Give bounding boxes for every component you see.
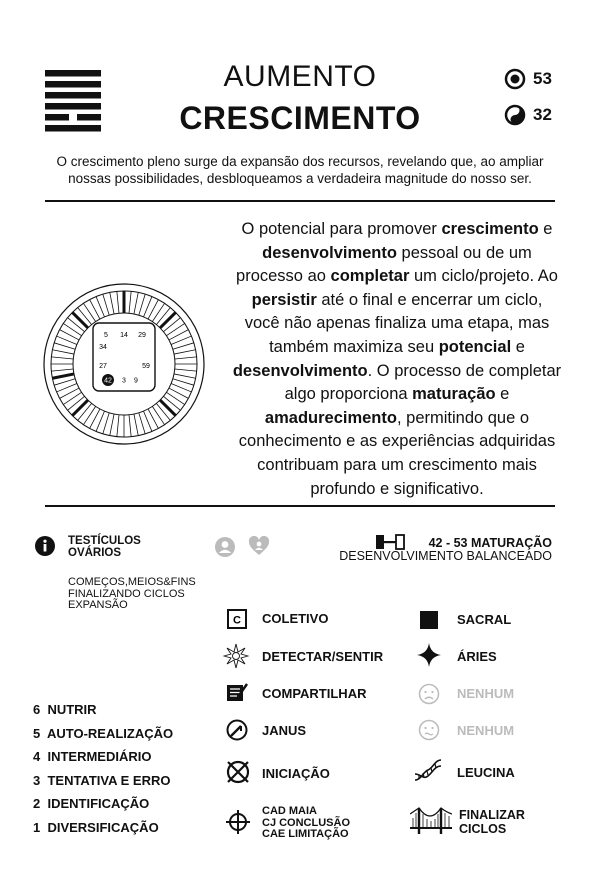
collective-icon bbox=[227, 609, 247, 629]
intro-text: O crescimento pleno surge da expansão dos recursos, revelando que, ao ampliar nossas possibilidades, desbloqueamos a verdadeira magnitude do nosso ser. bbox=[56, 154, 544, 186]
wheel-num: 29 bbox=[138, 332, 146, 339]
channel-title: 42 - 53 MATURAÇÃO bbox=[428, 536, 552, 550]
attr-label-janus: JANUS bbox=[262, 723, 307, 738]
wheel-tick bbox=[63, 323, 81, 335]
wheel-tick bbox=[166, 392, 184, 404]
wheel-tick bbox=[139, 294, 145, 315]
star-icon bbox=[417, 643, 441, 667]
incarnation-crosses: CAD MAIA CJ CONCLUSÃO CAE LIMITAÇÃO bbox=[262, 805, 351, 840]
wheel-tick bbox=[152, 406, 164, 424]
gate-description: O potencial para promover crescimento e desenvolvimento pessoal ou de um processo ao completar um ciclo/projeto. Ao persistir até o final e encerrar um ciclo, você não apenas finaliza uma etapa, mas também maximiza seu potencial e desenvolvimento. O processo de completar algo proporciona maturação e amadurecimento, permitindo que o conhecimento e as experiências adquiridas contribuam para um crescimento mais profundo e significativo. bbox=[232, 220, 562, 498]
wheel-num: 14 bbox=[120, 332, 128, 339]
wheel-tick bbox=[78, 308, 92, 325]
sense-icon bbox=[223, 643, 249, 669]
wheel-tick bbox=[52, 374, 74, 378]
wheel-tick bbox=[83, 406, 95, 424]
channel-icon bbox=[375, 534, 405, 550]
level-item: 5 AUTO-REALIZAÇÃO bbox=[33, 725, 174, 741]
wheel-tick bbox=[110, 414, 114, 436]
wheel-tick bbox=[52, 350, 74, 354]
wheel-tick bbox=[129, 415, 131, 437]
level-item: 2 IDENTIFICAÇÃO bbox=[33, 796, 150, 812]
wheel-tick bbox=[163, 396, 180, 410]
divider-bottom bbox=[45, 505, 555, 507]
gate-wheel bbox=[40, 280, 208, 448]
wheel-tick bbox=[163, 318, 180, 332]
channel-subtitle: DESENVOLVIMENTO BALANCEADO bbox=[339, 549, 552, 563]
attr-label-amino: LEUCINA bbox=[457, 765, 515, 780]
wheel-tick bbox=[173, 343, 194, 349]
sacral-icon bbox=[420, 611, 438, 629]
gate-title-top: AUMENTO bbox=[223, 60, 377, 93]
wheel-tick bbox=[139, 413, 145, 434]
attr-label-sense: DETECTAR/SENTIR bbox=[262, 649, 384, 664]
level-item: 3 TENTATIVA E ERRO bbox=[33, 772, 171, 788]
wheel-tick bbox=[51, 369, 73, 371]
wheel-tick bbox=[175, 357, 197, 359]
yin-yang-icon bbox=[504, 104, 526, 126]
hexagram-icon bbox=[45, 70, 101, 132]
janus-icon bbox=[226, 719, 248, 741]
wheel-tick bbox=[156, 403, 170, 420]
attr-label-sacral: SACRAL bbox=[457, 612, 512, 627]
person-icon bbox=[215, 537, 235, 557]
svg-text:C: C bbox=[233, 614, 241, 627]
target-icon bbox=[504, 68, 526, 90]
stat-1-value: 53 bbox=[533, 69, 552, 88]
wheel-num: 3 bbox=[122, 377, 126, 385]
wheel-tick bbox=[134, 292, 138, 314]
wheel-num-active: 42 bbox=[104, 377, 112, 385]
heart-person-icon bbox=[248, 536, 270, 556]
attr-label-emotion: NENHUM bbox=[457, 686, 515, 701]
sad-face-icon bbox=[418, 683, 440, 705]
wheel-tick bbox=[117, 415, 119, 437]
level-item: 1 DIVERSIFICAÇÃO bbox=[33, 819, 159, 835]
line-levels bbox=[33, 698, 173, 840]
wheel-num: 59 bbox=[142, 363, 150, 370]
attr-label-initiation: INICIAÇÃO bbox=[262, 766, 330, 781]
wheel-tick bbox=[173, 379, 194, 385]
attr-label-collective: COLETIVO bbox=[262, 611, 329, 626]
wheel-tick bbox=[103, 413, 109, 434]
wheel-num: 9 bbox=[134, 377, 138, 385]
wheel-tick bbox=[129, 291, 131, 313]
wheel-tick bbox=[68, 396, 85, 410]
attr-label-aries: ÁRIES bbox=[457, 649, 497, 664]
wheel-tick bbox=[54, 379, 75, 385]
themes: COMEÇOS,MEIOS&FINS FINALIZANDO CICLOS EXPANSÃO bbox=[68, 576, 196, 611]
wheel-tick bbox=[117, 291, 119, 313]
bridge-icon bbox=[410, 804, 452, 836]
divider-top bbox=[45, 200, 555, 202]
attr-label-fear: NENHUM bbox=[457, 723, 515, 738]
wheel-tick bbox=[166, 323, 184, 335]
wheel-tick bbox=[103, 294, 109, 315]
wheel-tick bbox=[174, 374, 196, 378]
info-icon bbox=[35, 536, 55, 556]
wheel-tick bbox=[152, 303, 164, 321]
neutral-face-icon bbox=[418, 719, 440, 741]
level-item: 6 NUTRIR bbox=[33, 702, 97, 717]
wheel-tick bbox=[78, 403, 92, 420]
wheel-tick bbox=[54, 343, 75, 349]
dna-icon bbox=[413, 758, 443, 782]
wheel-tick bbox=[156, 308, 170, 325]
wheel-num: 5 bbox=[104, 332, 108, 339]
wheel-tick bbox=[174, 350, 196, 354]
wheel-num: 27 bbox=[99, 363, 107, 370]
finalize-label: FINALIZAR CICLOS bbox=[459, 808, 525, 836]
wheel-tick bbox=[160, 400, 176, 416]
share-icon bbox=[226, 682, 248, 702]
wheel-tick bbox=[110, 292, 114, 314]
wheel-num: 34 bbox=[99, 344, 107, 351]
wheel-tick bbox=[134, 414, 138, 436]
wheel-tick bbox=[160, 312, 176, 328]
organs: TESTÍCULOS OVÁRIOS bbox=[68, 535, 141, 559]
cross-icon bbox=[226, 810, 250, 834]
wheel-tick bbox=[175, 369, 197, 371]
attr-label-share: COMPARTILHAR bbox=[262, 686, 367, 701]
initiation-icon bbox=[226, 760, 250, 784]
wheel-tick bbox=[72, 312, 88, 328]
gate-title-main: CRESCIMENTO bbox=[179, 100, 421, 136]
wheel-tick bbox=[63, 392, 81, 404]
level-item: 4 INTERMEDIÁRIO bbox=[33, 749, 152, 765]
stat-2-value: 32 bbox=[533, 105, 552, 124]
wheel-tick bbox=[68, 318, 85, 332]
wheel-tick bbox=[72, 400, 88, 416]
wheel-tick bbox=[51, 357, 73, 359]
wheel-tick bbox=[83, 303, 95, 321]
